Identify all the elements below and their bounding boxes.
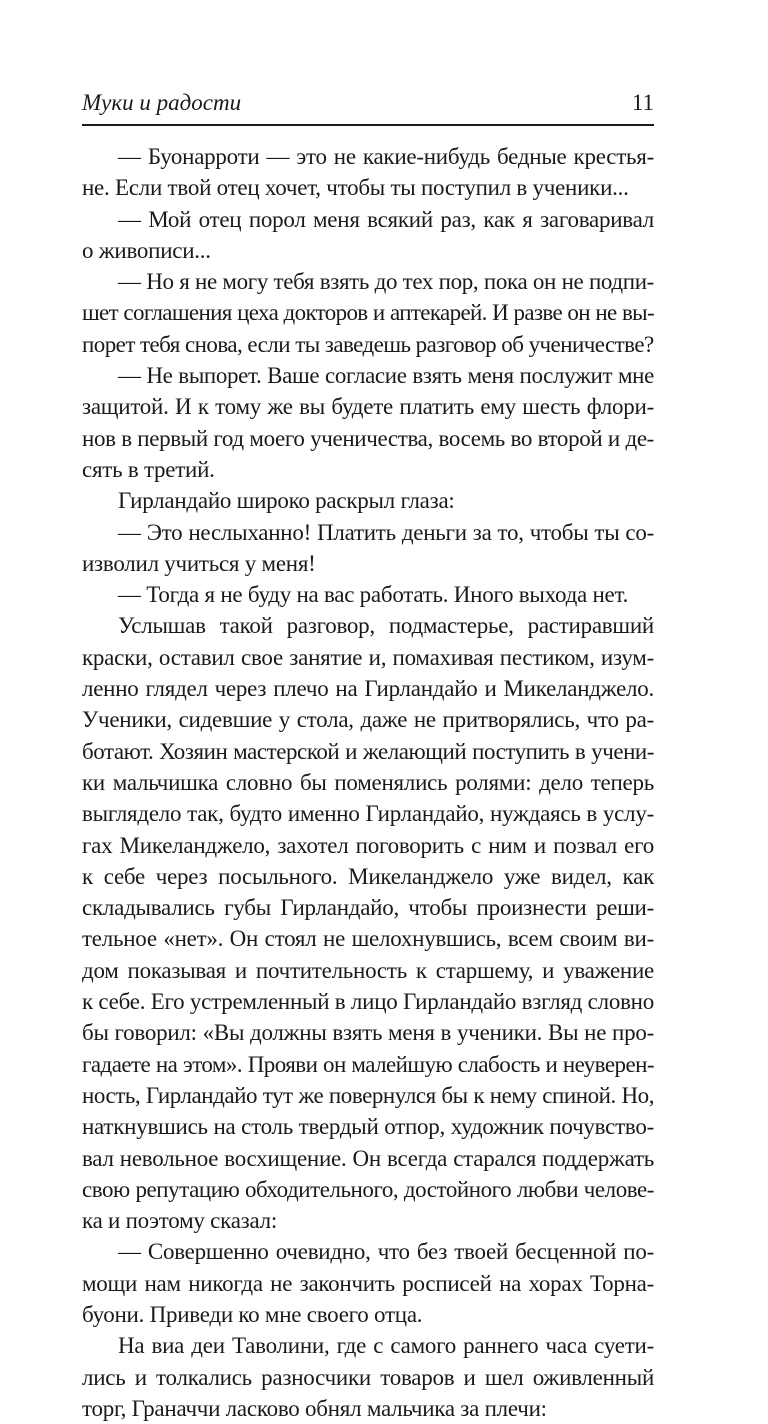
text-line: порет тебя снова, если ты заведешь разговор об ученичестве? — [82, 331, 654, 357]
text-line: к себе через посыльного. Микеланджело уже видел, как — [82, 863, 654, 889]
running-title: Муки и радости — [82, 90, 242, 115]
text-line: гадаете на этом». Прояви он малейшую слабость и неуверен- — [82, 1051, 654, 1077]
text-line: к себе. Его устремленный в лицо Гирландайо взгляд словно — [82, 989, 654, 1015]
text-line: — Но я не могу тебя взять до тех пор, пока он не подпи- — [118, 269, 654, 295]
header-rule — [82, 124, 654, 126]
text-line: выглядело так, будто именно Гирландайо, нуждаясь в услу- — [82, 801, 654, 827]
text-line: краски, оставил свое занятие и, помахивая пестиком, изум- — [82, 644, 654, 670]
text-line: Услышав такой разговор, подмастерье, растиравший — [118, 613, 654, 639]
text-line: — Совершенно очевидно, что без твоей бесценной по- — [118, 1239, 654, 1265]
text-line: ность, Гирландайо тут же повернулся бы к нему спиной. Но, — [82, 1082, 654, 1108]
text-line: Гирландайо широко раскрыл глаза: — [118, 488, 455, 514]
text-line: тельное «нет». Он стоял не шелохнувшись, всем своим ви- — [82, 926, 654, 952]
text-line: — Буонарроти — это не какие-нибудь бедные крестья- — [118, 144, 654, 169]
text-line: лись и толкались разносчики товаров и шел оживленный — [82, 1364, 654, 1390]
text-line: свою репутацию обходительного, достойного любви челове- — [82, 1176, 654, 1202]
text-line: наткнувшись на столь твердый отпор, художник почувство- — [82, 1114, 654, 1140]
text-line: — Мой отец порол меня всякий раз, как я заговаривал — [118, 206, 654, 232]
text-line: шет соглашения цеха докторов и аптекарей. И разве он не вы- — [82, 300, 654, 326]
text-line: гах Микеланджело, захотел поговорить с ним и позвал его — [82, 832, 654, 858]
text-line: не. Если твой отец хочет, чтобы ты поступил в ученики... — [82, 175, 629, 201]
text-line: — Тогда я не буду на вас работать. Иного выхода нет. — [118, 582, 629, 608]
text-line: ленно глядел через плечо на Гирландайо и Микеланджело. — [82, 676, 654, 702]
text-line: — Это неслыханно! Платить деньги за то, чтобы ты со- — [118, 519, 654, 545]
body-text — [82, 141, 654, 1424]
text-line: — Не выпорет. Ваше согласие взять меня послужит мне — [118, 363, 654, 389]
page-header — [82, 88, 654, 118]
text-line: торг, Граначчи ласково обнял мальчика за плечи: — [82, 1395, 547, 1421]
text-line: складывались губы Гирландайо, чтобы произнести реши- — [82, 895, 654, 921]
text-line: дом показывая и почтительность к старшему, и уважение — [82, 957, 654, 983]
text-line: вал невольное восхищение. Он всегда старался поддержать — [82, 1145, 654, 1171]
text-line: ботают. Хозяин мастерской и желающий поступить в учени- — [82, 738, 654, 764]
text-line: Ученики, сидевшие у стола, даже не притворялись, что ра- — [82, 707, 654, 733]
text-line: сять в третий. — [82, 456, 215, 482]
text-line: ки мальчишка словно бы поменялись ролями: дело теперь — [82, 769, 654, 795]
text-line: защитой. И к тому же вы будете платить ему шесть флори- — [82, 394, 654, 420]
text-line: изволил учиться у меня! — [82, 550, 316, 576]
page-number: 11 — [631, 90, 654, 115]
text-line: о живописи... — [82, 237, 211, 263]
text-line: бы говорил: «Вы должны взять меня в ученики. Вы не про- — [82, 1020, 654, 1046]
text-line: На виа деи Таволини, где с самого раннего часа суети- — [118, 1333, 654, 1359]
text-line: нов в первый год моего ученичества, восемь во второй и де- — [82, 425, 654, 451]
text-line: буони. Приведи ко мне своего отца. — [82, 1301, 423, 1327]
text-line: ка и поэтому сказал: — [82, 1208, 278, 1234]
text-line: мощи нам никогда не закончить росписей на хорах Торна- — [82, 1270, 654, 1296]
